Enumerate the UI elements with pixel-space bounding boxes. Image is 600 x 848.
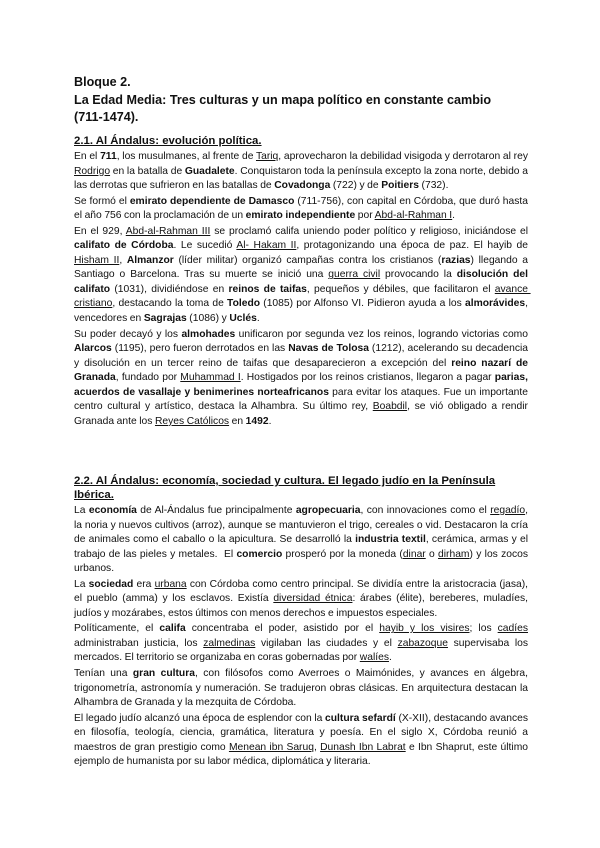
run: Navas de Tolosa (288, 343, 369, 355)
run: , los musulmanes, al frente de (116, 151, 256, 162)
block-label: Bloque 2. (74, 75, 131, 89)
run: , pequeños y débiles, que facilitaron el (306, 283, 495, 295)
block-header (74, 74, 534, 127)
run: supervisaba los mercados. El territorio se organizaba en coras gobernadas por (74, 637, 531, 664)
run: , aprovecharon la debilidad visigoda y derrotaron al rey (278, 151, 531, 162)
section-title: 2.2. Al Ándalus: economía, sociedad y cultura. El legado judío en la Península Ibérica. (74, 475, 496, 501)
run: 1492 (245, 415, 269, 427)
run: para evitar los ataques. Fue un importante centro cultural y artístico, destaca la Alhambra. Su último rey, (74, 386, 531, 413)
run: cultura sefardí (325, 712, 396, 724)
run: o (425, 548, 439, 560)
run: industria textil (355, 534, 426, 546)
run: emirato dependiente de Damasco (129, 195, 295, 207)
run: comercio (236, 548, 283, 560)
run: urbana (154, 578, 187, 590)
run: (732). (418, 180, 449, 192)
run: regadío (490, 505, 526, 516)
run: unificaron por segunda vez los reinos, logrando victorias como (235, 328, 531, 340)
run: dirham (438, 548, 470, 560)
run: era (133, 578, 155, 590)
paragraph (74, 225, 531, 327)
run: (1086) y (186, 313, 230, 325)
run: zabazoque (397, 637, 448, 649)
paragraph (74, 328, 531, 430)
run: Abd-al-Rahman I (374, 210, 453, 222)
run: ; los (469, 623, 498, 635)
run: , con filósofos como Averroes o Maimónides, y avances en álgebra, trigonometría, astronomía y numeración. Se tradujeron obras clásicas. En arquitectura destacan la Alhambra de Granada y la mezquita de Córdoba. (74, 668, 531, 709)
run: , con innovaciones como el (360, 505, 491, 516)
run: Tariq (255, 151, 279, 162)
run: La (74, 578, 89, 590)
run: Abd-al-Rahman III (125, 225, 211, 237)
run: (líder militar) organizó campañas contra los cristianos ( (173, 254, 442, 266)
run: Covadonga (274, 180, 331, 192)
run: cadíes (497, 623, 528, 635)
run: (711-756), con capital en Córdoba, que duró hasta el año 756 con la proclamación de un (74, 195, 531, 222)
run: en la batalla de (110, 165, 185, 177)
run: Poitiers (381, 180, 419, 192)
run: ) y los zocos urbanos. (74, 548, 531, 575)
run: provocando la (380, 269, 457, 281)
section-2-2 (74, 474, 531, 771)
run: Tenían una (74, 668, 133, 680)
run: . (452, 210, 456, 222)
title-dates: (711-1474). (74, 110, 139, 124)
run: (X-XII), destacando avances en filosofía, teología, ciencia, gramática, literatura y poesía. En el siglo X, Córdoba reunió a maestros de gran prestigio como (74, 712, 531, 753)
run: , protagonizando una época de paz. El hayib de (296, 240, 531, 252)
run: ) llegando a Santiago o Barcelona. Tras su muerte se inició una (74, 254, 531, 281)
run: almorávides (465, 298, 526, 310)
run: , vencedores en (74, 298, 531, 325)
run: : árabes (élite), bereberes, muladíes, judíos y mozárabes, estos últimos con menos derechos e impuestos especiales. (74, 593, 531, 619)
run: Muhammad I (180, 372, 241, 384)
run: En el 929, (74, 225, 126, 237)
run: disolución del califato (74, 269, 531, 295)
run: Su poder decayó y los (74, 328, 182, 340)
run: , fundado por (115, 372, 181, 384)
run: con Córdoba como centro principal. Se dividía entre la aristocracia (jasa), el pueblo (amma) y los esclavos. Existía (74, 578, 531, 605)
run: Rodrigo (74, 165, 111, 177)
section-title: 2.1. Al Ándalus: evolución política. (74, 135, 262, 147)
run: Almanzor (126, 254, 174, 266)
run: parias, acuerdos de vasallaje y benimerines norteafricanos (74, 372, 531, 398)
run: sociedad (88, 578, 134, 590)
run: En el (74, 151, 101, 162)
run: razias (441, 254, 471, 266)
run: gran cultura (132, 668, 195, 680)
run: (1195), pero fueron derrotados en las (111, 343, 289, 355)
run: . Le sucedió (173, 240, 237, 252)
run: Sagrajas (143, 313, 187, 325)
run: (1085) por Alfonso VI. Pidieron ayuda a los (260, 298, 465, 310)
run: . Conquistaron toda la península excepto la zona norte, debido a las derrotas que sufrieron en las batallas de (74, 165, 531, 192)
run: Guadalete (184, 165, 235, 177)
page-title: La Edad Media: Tres culturas y un mapa político en constante cambio (74, 92, 492, 107)
run: guerra civil (328, 269, 381, 281)
paragraph (74, 504, 531, 577)
run: administraban justicia, los (74, 623, 531, 649)
run: avance cristiano (74, 283, 531, 310)
run: Se formó el (74, 195, 130, 207)
run: El legado judío alcanzó una época de esplendor con la (74, 712, 326, 724)
run: se proclamó califa uniendo poder político y religioso, iniciándose el (210, 225, 531, 237)
run: agropecuaria (295, 505, 361, 516)
run: hayib y los visires (379, 623, 470, 635)
run: Menean ibn Saruq (228, 741, 314, 753)
run: zalmedinas (203, 637, 256, 649)
run: almohades (181, 328, 236, 340)
run: (722) y de (330, 180, 382, 192)
run: reino nazarí de Granada (74, 357, 531, 384)
run: Toledo (227, 298, 261, 310)
run: reinos de taifas (228, 283, 307, 295)
run: en (229, 415, 246, 427)
paragraph (74, 667, 531, 711)
run: 711 (100, 151, 117, 162)
paragraph (74, 195, 531, 224)
run: , destacando la toma de (112, 298, 228, 310)
section-2-1 (74, 134, 531, 430)
run: califato de Córdoba (74, 240, 174, 252)
run: e Ibn Shaprut, este último ejemplo de humanista por su labor médica, diplomática y literaria. (74, 741, 531, 768)
run: emirato independiente (245, 210, 356, 222)
run: , cerámica, armas y el trabajo de las pieles y metales. El (74, 534, 531, 560)
run: Dunash Ibn Labrat (320, 741, 406, 753)
paragraph (74, 150, 531, 194)
run: califa (159, 623, 186, 635)
run: Reyes Católicos (154, 415, 230, 427)
run: de Al-Ándalus fue principalmente (136, 505, 296, 516)
run: concentraba el poder, asistido por el (185, 623, 380, 635)
run: , se vió obligado a rendir Granada ante los (74, 401, 531, 427)
paragraph (74, 622, 531, 666)
run: dinar (402, 548, 426, 560)
run: . (268, 415, 272, 427)
run: walíes (359, 652, 389, 664)
paragraph (74, 712, 531, 770)
run: Políticamente, el (74, 623, 160, 635)
run: La (74, 505, 89, 516)
run: prosperó por la moneda ( (282, 548, 403, 560)
run: diversidad étnica (273, 593, 353, 605)
paragraph (74, 578, 531, 622)
run: . (256, 313, 260, 325)
run: Hisham II (74, 254, 120, 266)
run: Alarcos (74, 343, 112, 355)
run: . (388, 652, 392, 664)
run: , (313, 741, 321, 753)
run: (1031), dividiéndose en (110, 283, 229, 295)
run: , la noria y nuevos cultivos (arroz), aunque se mantuvieron el trigo, cereales o vid. Destacaron la cría de animales como el caballo o la apicultura. Se desarrolló la (74, 505, 531, 546)
run: por (355, 210, 375, 222)
run: , (119, 254, 127, 266)
run: Uclés (229, 313, 257, 325)
run: economía (88, 505, 137, 516)
run: (1212), acelerando su decadencia y disolución en un tercer reino de taifas que desaparecieron a excepción del (74, 343, 531, 369)
run: Boabdil (372, 401, 408, 413)
run: . Hostigados por los reinos cristianos, llegaron a pagar (240, 372, 495, 384)
run: vigilaban las ciudades y el (255, 637, 398, 649)
run: Al- Hakam II (236, 240, 297, 252)
